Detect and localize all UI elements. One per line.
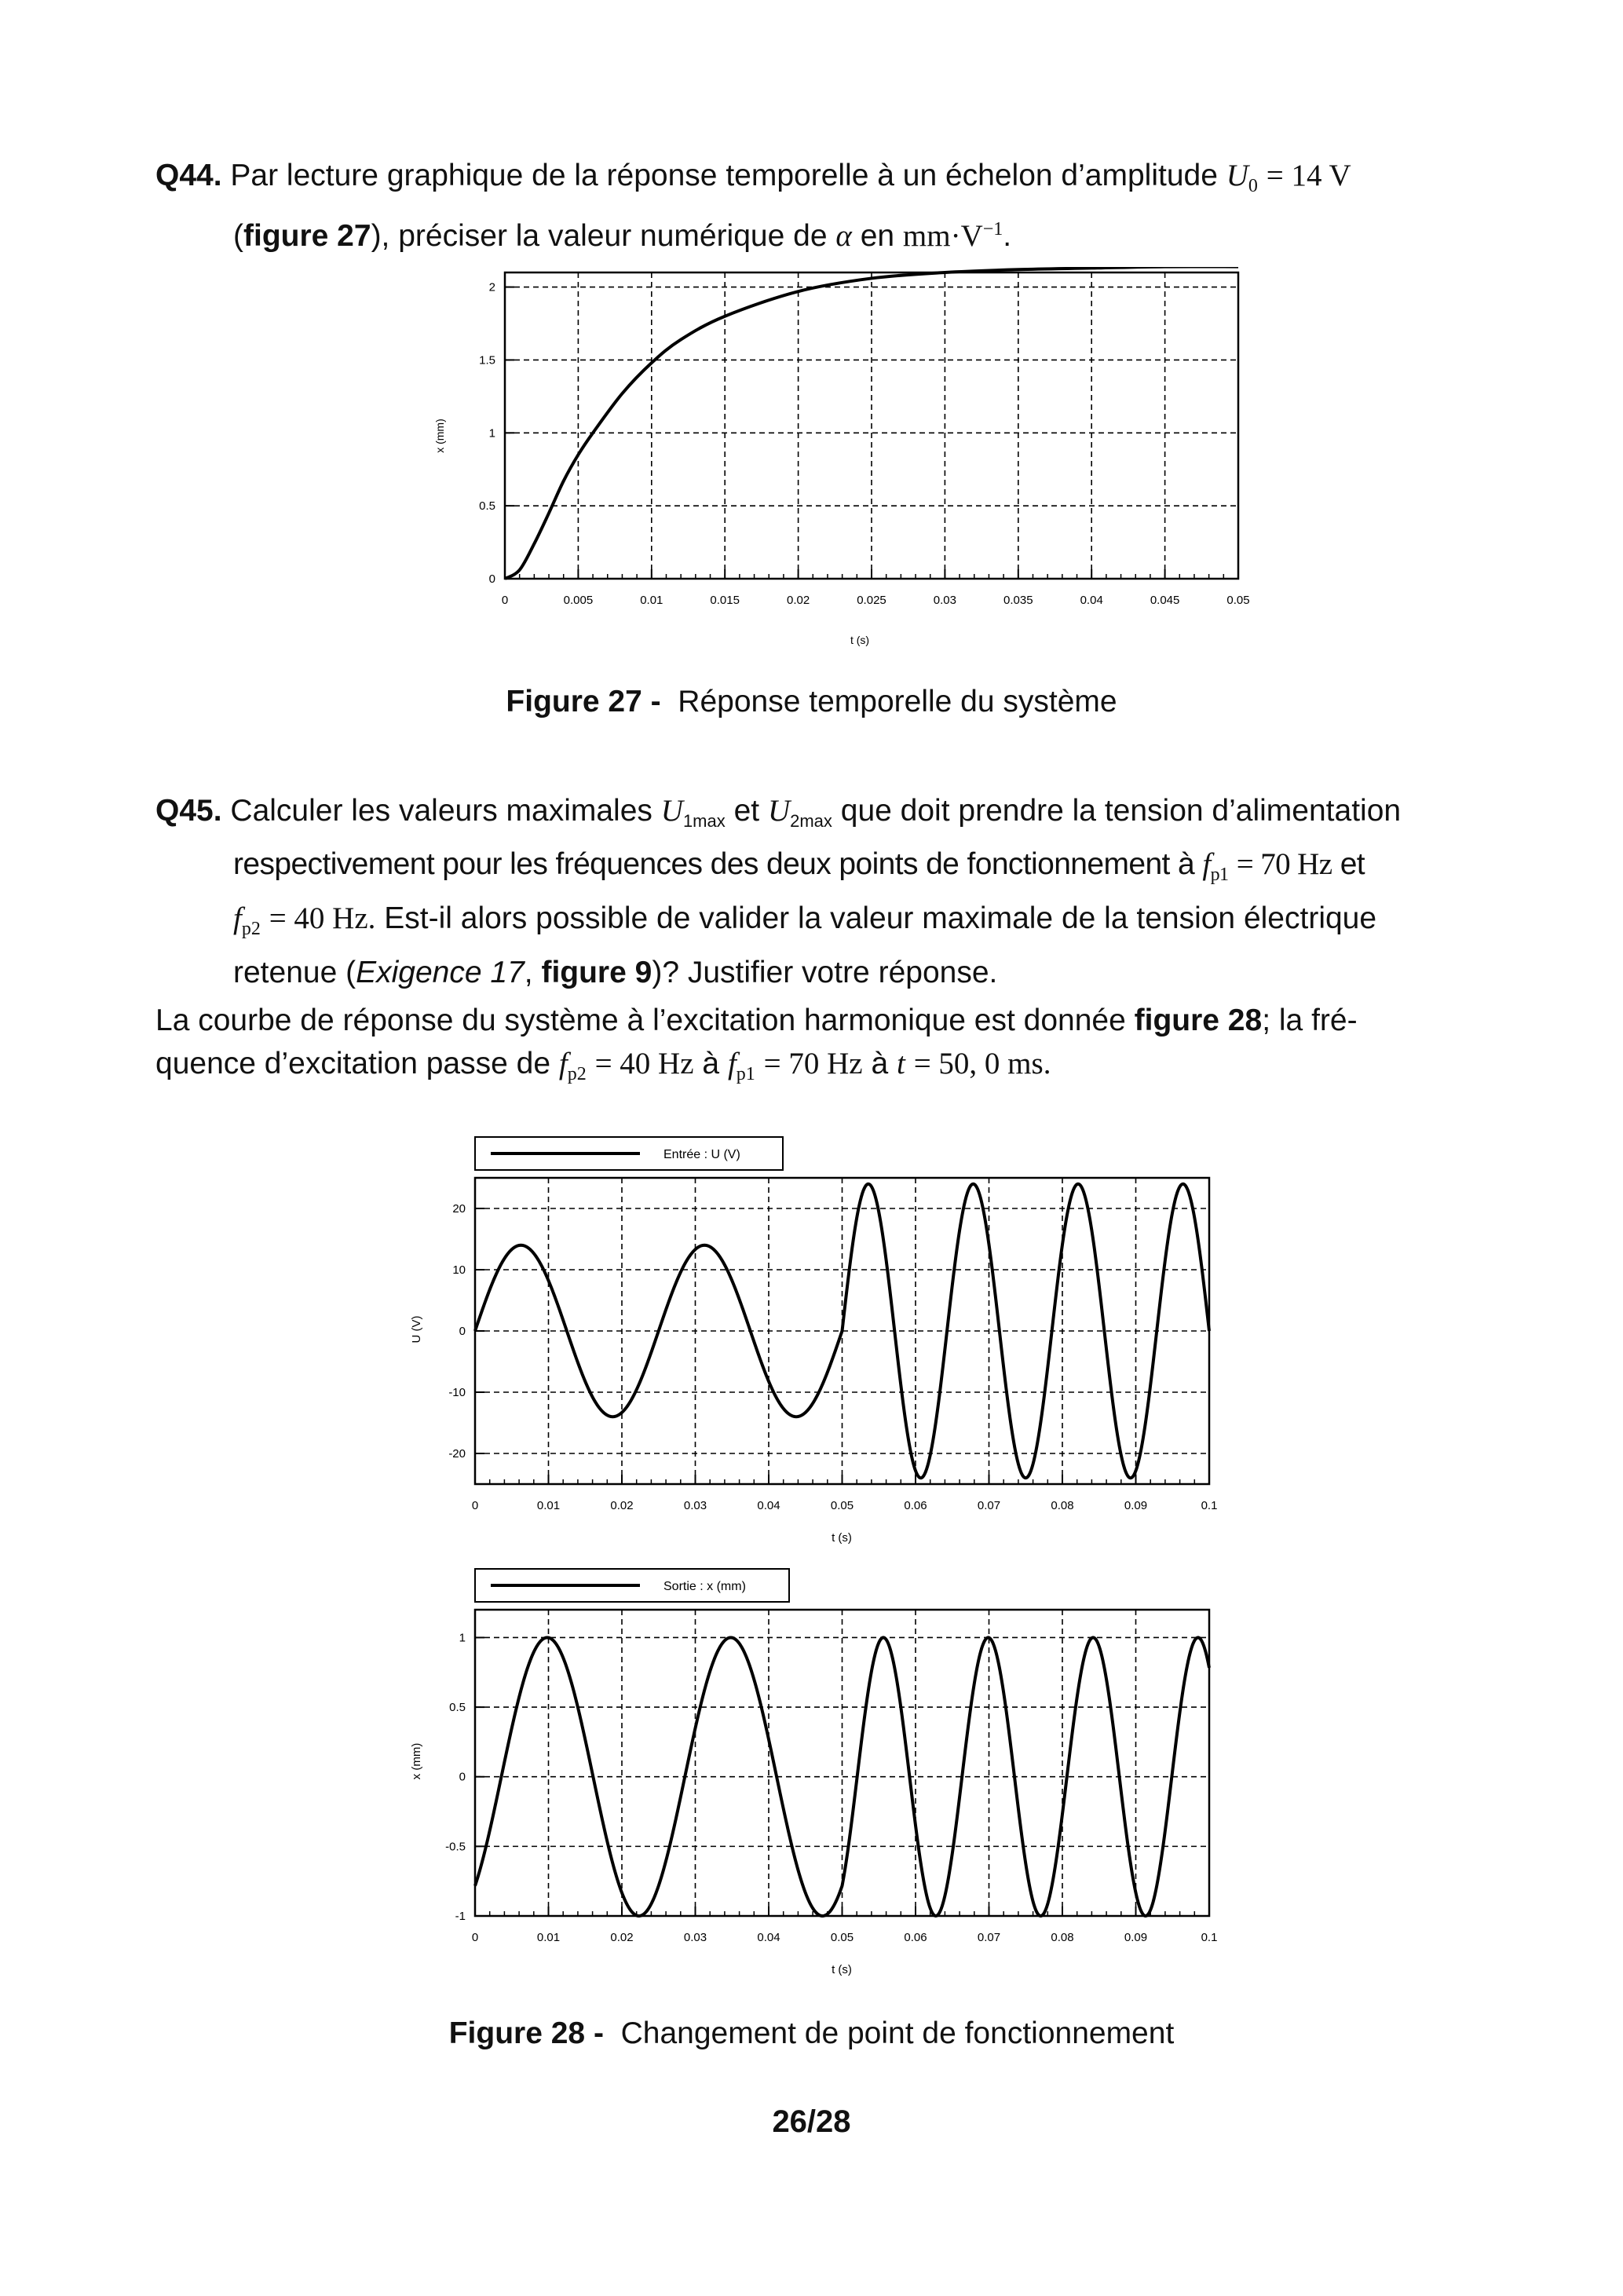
x-tick-label: 0.025 [857, 594, 886, 607]
x-tick-label: 0.03 [683, 1931, 707, 1944]
q45-line3 [155, 897, 1401, 951]
t-value: = 50, 0 ms. [913, 1047, 1051, 1080]
x-tick-label: 0.06 [904, 1499, 927, 1512]
figure-27-chart [424, 267, 1272, 660]
q45-label: Q45. [155, 794, 222, 828]
y-tick-label: 0.5 [449, 1701, 466, 1715]
x-tick-label: 0.01 [536, 1499, 561, 1512]
u2-sub: 2max [790, 811, 832, 831]
y-tick-label: 2 [488, 280, 495, 294]
x-axis-label: t (s) [832, 1963, 852, 1976]
x-tick-label: 0.03 [683, 1499, 707, 1512]
intro-text-2: ; la fré- [1262, 1004, 1358, 1037]
x-tick-label: 0.03 [933, 594, 957, 607]
q45-comma: , [524, 956, 533, 989]
intro-line1 [155, 999, 1475, 1042]
q44-en: en [860, 219, 895, 253]
x-tick-label: 0.035 [1003, 594, 1033, 607]
fp2-value-2: = 40 Hz [594, 1047, 694, 1080]
x-tick-label: 0.05 [830, 1499, 854, 1512]
intro-a2: à [871, 1047, 889, 1080]
x-tick-label: 0.01 [640, 594, 663, 607]
alpha-symbol: α [835, 219, 852, 253]
y-tick-label: -1 [455, 1910, 466, 1923]
y-tick-label: 1 [488, 426, 495, 441]
figure-28-input-chart [400, 1131, 1264, 1555]
x-axis-label: t (s) [832, 1531, 852, 1545]
fp2-symbol: f [233, 901, 242, 935]
fp1-value: = 70 Hz [1236, 847, 1332, 881]
x-tick-label: 0.04 [757, 1931, 780, 1944]
y-tick-label: 1.5 [479, 353, 495, 367]
x-tick-label: 0.01 [536, 1931, 561, 1944]
x-tick-label: 0.02 [786, 594, 810, 607]
x-tick-label: 0.05 [830, 1931, 854, 1944]
x-tick-label: 0.09 [1124, 1931, 1148, 1944]
q45-et-2: et [1340, 847, 1365, 881]
x-tick-label: 0.015 [710, 594, 740, 607]
figure-28-label: Figure 28 - [448, 2016, 604, 2050]
figure-28-output-chart [400, 1563, 1264, 1987]
legend-label: Sortie : x (mm) [663, 1580, 746, 1593]
x-tick-label: 0.07 [977, 1931, 1001, 1944]
x-tick-label: 0.045 [1150, 594, 1180, 607]
question-44 [155, 154, 1351, 258]
x-tick-label: 0.1 [1201, 1499, 1218, 1512]
x-tick-label: 0.005 [563, 594, 594, 607]
q44-text-2: ), préciser la valeur numérique de [371, 219, 828, 253]
q45-line4 [155, 951, 1401, 994]
q45-text-5: retenue ( [233, 956, 356, 989]
legend-label: Entrée : U (V) [663, 1148, 740, 1161]
figure-28-ref: figure 28 [1134, 1004, 1263, 1037]
figure-27-caption [0, 685, 1623, 719]
x-tick-label: 0.09 [1124, 1499, 1148, 1512]
fp1-symbol-2: f [727, 1047, 737, 1080]
fp1-sub-2: p1 [736, 1064, 755, 1084]
unit-exponent: −1 [982, 219, 1003, 239]
x-tick-label: 0.04 [757, 1499, 780, 1512]
figure-28-intro [155, 999, 1475, 1096]
y-tick-label: -10 [448, 1386, 466, 1399]
exigence-ref: Exigence 17 [356, 956, 525, 989]
q45-text-2: que doit prendre la tension d’alimentation [840, 794, 1402, 828]
y-axis-label: x (mm) [410, 1742, 423, 1780]
fp2-sub-2: p2 [567, 1064, 587, 1084]
question-45 [155, 789, 1401, 994]
u0-sub: 0 [1248, 176, 1258, 196]
t-symbol: t [897, 1047, 905, 1080]
y-tick-label: 0.5 [479, 499, 495, 514]
y-axis-label: U (V) [410, 1315, 423, 1344]
q45-text-6: )? Justifier votre réponse. [652, 956, 998, 989]
u1-sub: 1max [682, 811, 726, 831]
q44-paren-open: ( [233, 219, 243, 253]
q45-text-1: Calculer les valeurs maximales [230, 794, 652, 828]
x-tick-label: 0 [501, 594, 509, 607]
fp1-sub: p1 [1210, 865, 1229, 885]
y-tick-label: 0 [459, 1770, 466, 1784]
u1-symbol: U [660, 794, 683, 828]
y-tick-label: 0 [488, 572, 495, 586]
x-tick-label: 0 [471, 1931, 479, 1944]
fp1-symbol: f [1202, 847, 1211, 881]
intro-a1: à [702, 1047, 720, 1080]
x-tick-label: 0.04 [1080, 594, 1103, 607]
intro-text-1: La courbe de réponse du système à l’excitation harmonique est donnée [155, 1004, 1126, 1037]
unit: mm·V [902, 219, 983, 253]
q44-line2 [155, 208, 1351, 258]
q45-text-4: Est-il alors possible de valider la valeur maximale de la tension électrique [384, 901, 1377, 935]
y-tick-label: 0 [459, 1325, 466, 1338]
intro-text-3: quence d’excitation passe de [155, 1047, 551, 1080]
y-tick-label: 1 [459, 1631, 466, 1645]
q44-end: . [1003, 219, 1012, 253]
y-tick-label: 10 [452, 1263, 466, 1277]
x-tick-label: 0.06 [904, 1931, 927, 1944]
y-tick-label: 20 [452, 1202, 466, 1216]
q44-label: Q44. [155, 159, 222, 192]
q44-line1 [155, 159, 1351, 196]
x-tick-label: 0.08 [1051, 1499, 1074, 1512]
figure-27-label: Figure 27 - [506, 685, 661, 718]
x-tick-label: 0 [471, 1499, 479, 1512]
q45-text-3: respectivement pour les fréquences des deux points de fonctionnement à [233, 847, 1195, 881]
u0-value: = 14 V [1266, 159, 1351, 192]
fp2-symbol-2: f [558, 1047, 568, 1080]
x-tick-label: 0.08 [1051, 1931, 1074, 1944]
q45-line2 [155, 843, 1401, 897]
fp2-value: = 40 Hz. [269, 901, 376, 935]
x-axis-label: t (s) [850, 634, 870, 646]
q45-line1 [155, 794, 1402, 831]
x-tick-label: 0.02 [610, 1499, 634, 1512]
y-axis-label: x (mm) [433, 419, 446, 453]
q44-text-1: Par lecture graphique de la réponse temporelle à un échelon d’amplitude [230, 159, 1218, 192]
intro-line2 [155, 1042, 1475, 1096]
x-tick-label: 0.05 [1226, 594, 1250, 607]
u0-symbol: U [1226, 159, 1248, 192]
fp2-sub: p2 [241, 919, 261, 939]
y-tick-label: -20 [448, 1447, 466, 1461]
fp1-value-2: = 70 Hz [763, 1047, 863, 1080]
x-tick-label: 0.02 [610, 1931, 634, 1944]
figure-9-ref: figure 9 [541, 956, 652, 989]
u2-symbol: U [767, 794, 791, 828]
page-number: 26/28 [772, 2104, 851, 2139]
x-tick-label: 0.1 [1201, 1931, 1218, 1944]
q45-et: et [733, 794, 760, 828]
figure-27-title: Réponse temporelle du système [678, 685, 1117, 718]
x-tick-label: 0.07 [977, 1499, 1001, 1512]
y-tick-label: -0.5 [445, 1840, 466, 1854]
figure-28-caption [0, 2016, 1623, 2051]
figure-28-title: Changement de point de fonctionnement [620, 2016, 1175, 2050]
q44-figure-ref: figure 27 [243, 219, 371, 253]
